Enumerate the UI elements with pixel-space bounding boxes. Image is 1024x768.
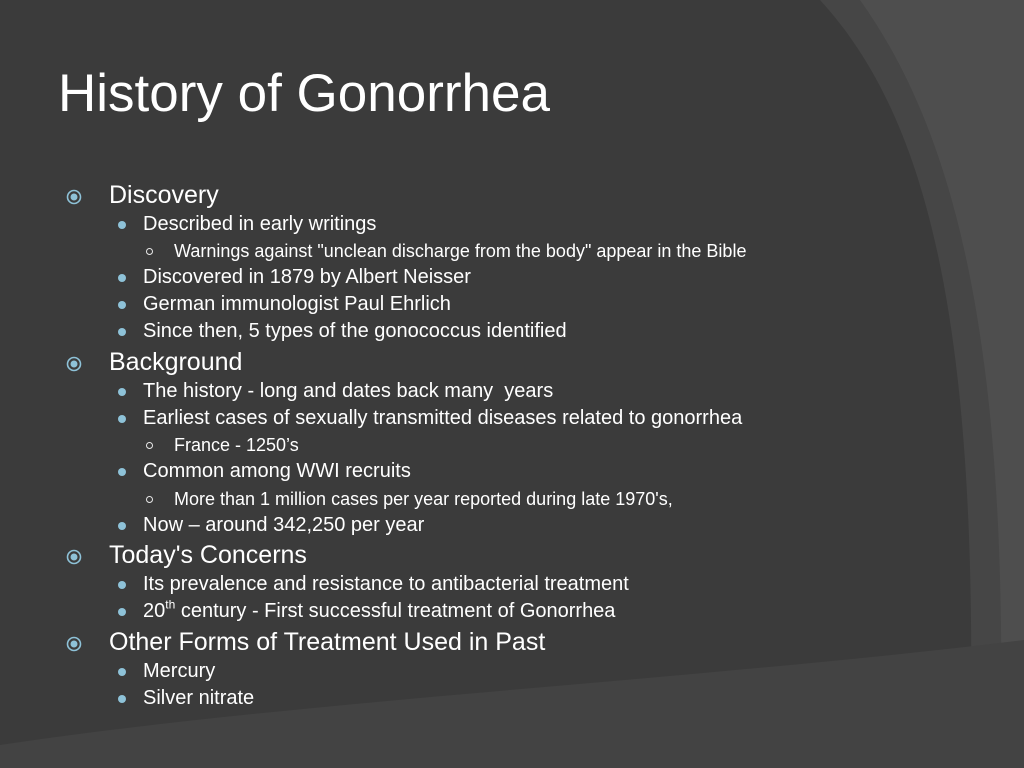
section-heading-label: Discovery: [109, 181, 219, 209]
target-bullet-icon: [66, 356, 82, 372]
dot-bullet-icon: [118, 522, 126, 530]
list-item-text: Its prevalence and resistance to antibacterial treatment: [143, 573, 629, 595]
section-heading-label: Other Forms of Treatment Used in Past: [109, 628, 546, 656]
sub-list-item-text: France - 1250’s: [174, 435, 299, 455]
ordinal-number: 20: [143, 600, 166, 622]
dot-bullet-icon: [118, 695, 126, 703]
list-item-text: Discovered in 1879 by Albert Neisser: [143, 266, 471, 288]
list-item-text: Common among WWI recruits: [143, 460, 411, 482]
dot-bullet-icon: [118, 581, 126, 589]
list-item-text: [143, 597, 616, 623]
list-item-text: Silver nitrate: [143, 687, 255, 709]
list-item-text: Mercury: [143, 660, 216, 682]
ordinal-suffix: th: [165, 597, 176, 612]
list-item-text-rest: century - First successful treatment of Gonorrhea: [175, 600, 616, 622]
list-item-text: Since then, 5 types of the gonococcus identified: [143, 320, 567, 342]
circle-bullet-icon: [146, 248, 153, 255]
list-item-text: Described in early writings: [143, 213, 377, 235]
section-heading-label: Background: [109, 348, 243, 376]
sub-list-item-text: Warnings against "unclean discharge from the body" appear in the Bible: [174, 241, 747, 261]
target-bullet-icon: [66, 636, 82, 652]
circle-bullet-icon: [146, 442, 153, 449]
dot-bullet-icon: [118, 415, 126, 423]
list-item-text: Earliest cases of sexually transmitted diseases related to gonorrhea: [143, 407, 743, 429]
dot-bullet-icon: [118, 608, 126, 616]
target-bullet-icon: [66, 549, 82, 565]
dot-bullet-icon: [118, 328, 126, 336]
list-item-text: The history - long and dates back many years: [143, 380, 554, 402]
circle-bullet-icon: [146, 496, 153, 503]
dot-bullet-icon: [118, 274, 126, 282]
target-bullet-icon: [66, 189, 82, 205]
dot-bullet-icon: [118, 388, 126, 396]
list-item-text: German immunologist Paul Ehrlich: [143, 293, 451, 315]
dot-bullet-icon: [118, 468, 126, 476]
dot-bullet-icon: [118, 221, 126, 229]
section-heading-label: Today's Concerns: [109, 541, 307, 569]
slide-title: History of Gonorrhea: [58, 64, 550, 123]
list-item-text: Now – around 342,250 per year: [143, 514, 425, 536]
sub-list-item-text: More than 1 million cases per year reported during late 1970's,: [174, 489, 673, 509]
dot-bullet-icon: [118, 668, 126, 676]
dot-bullet-icon: [118, 301, 126, 309]
